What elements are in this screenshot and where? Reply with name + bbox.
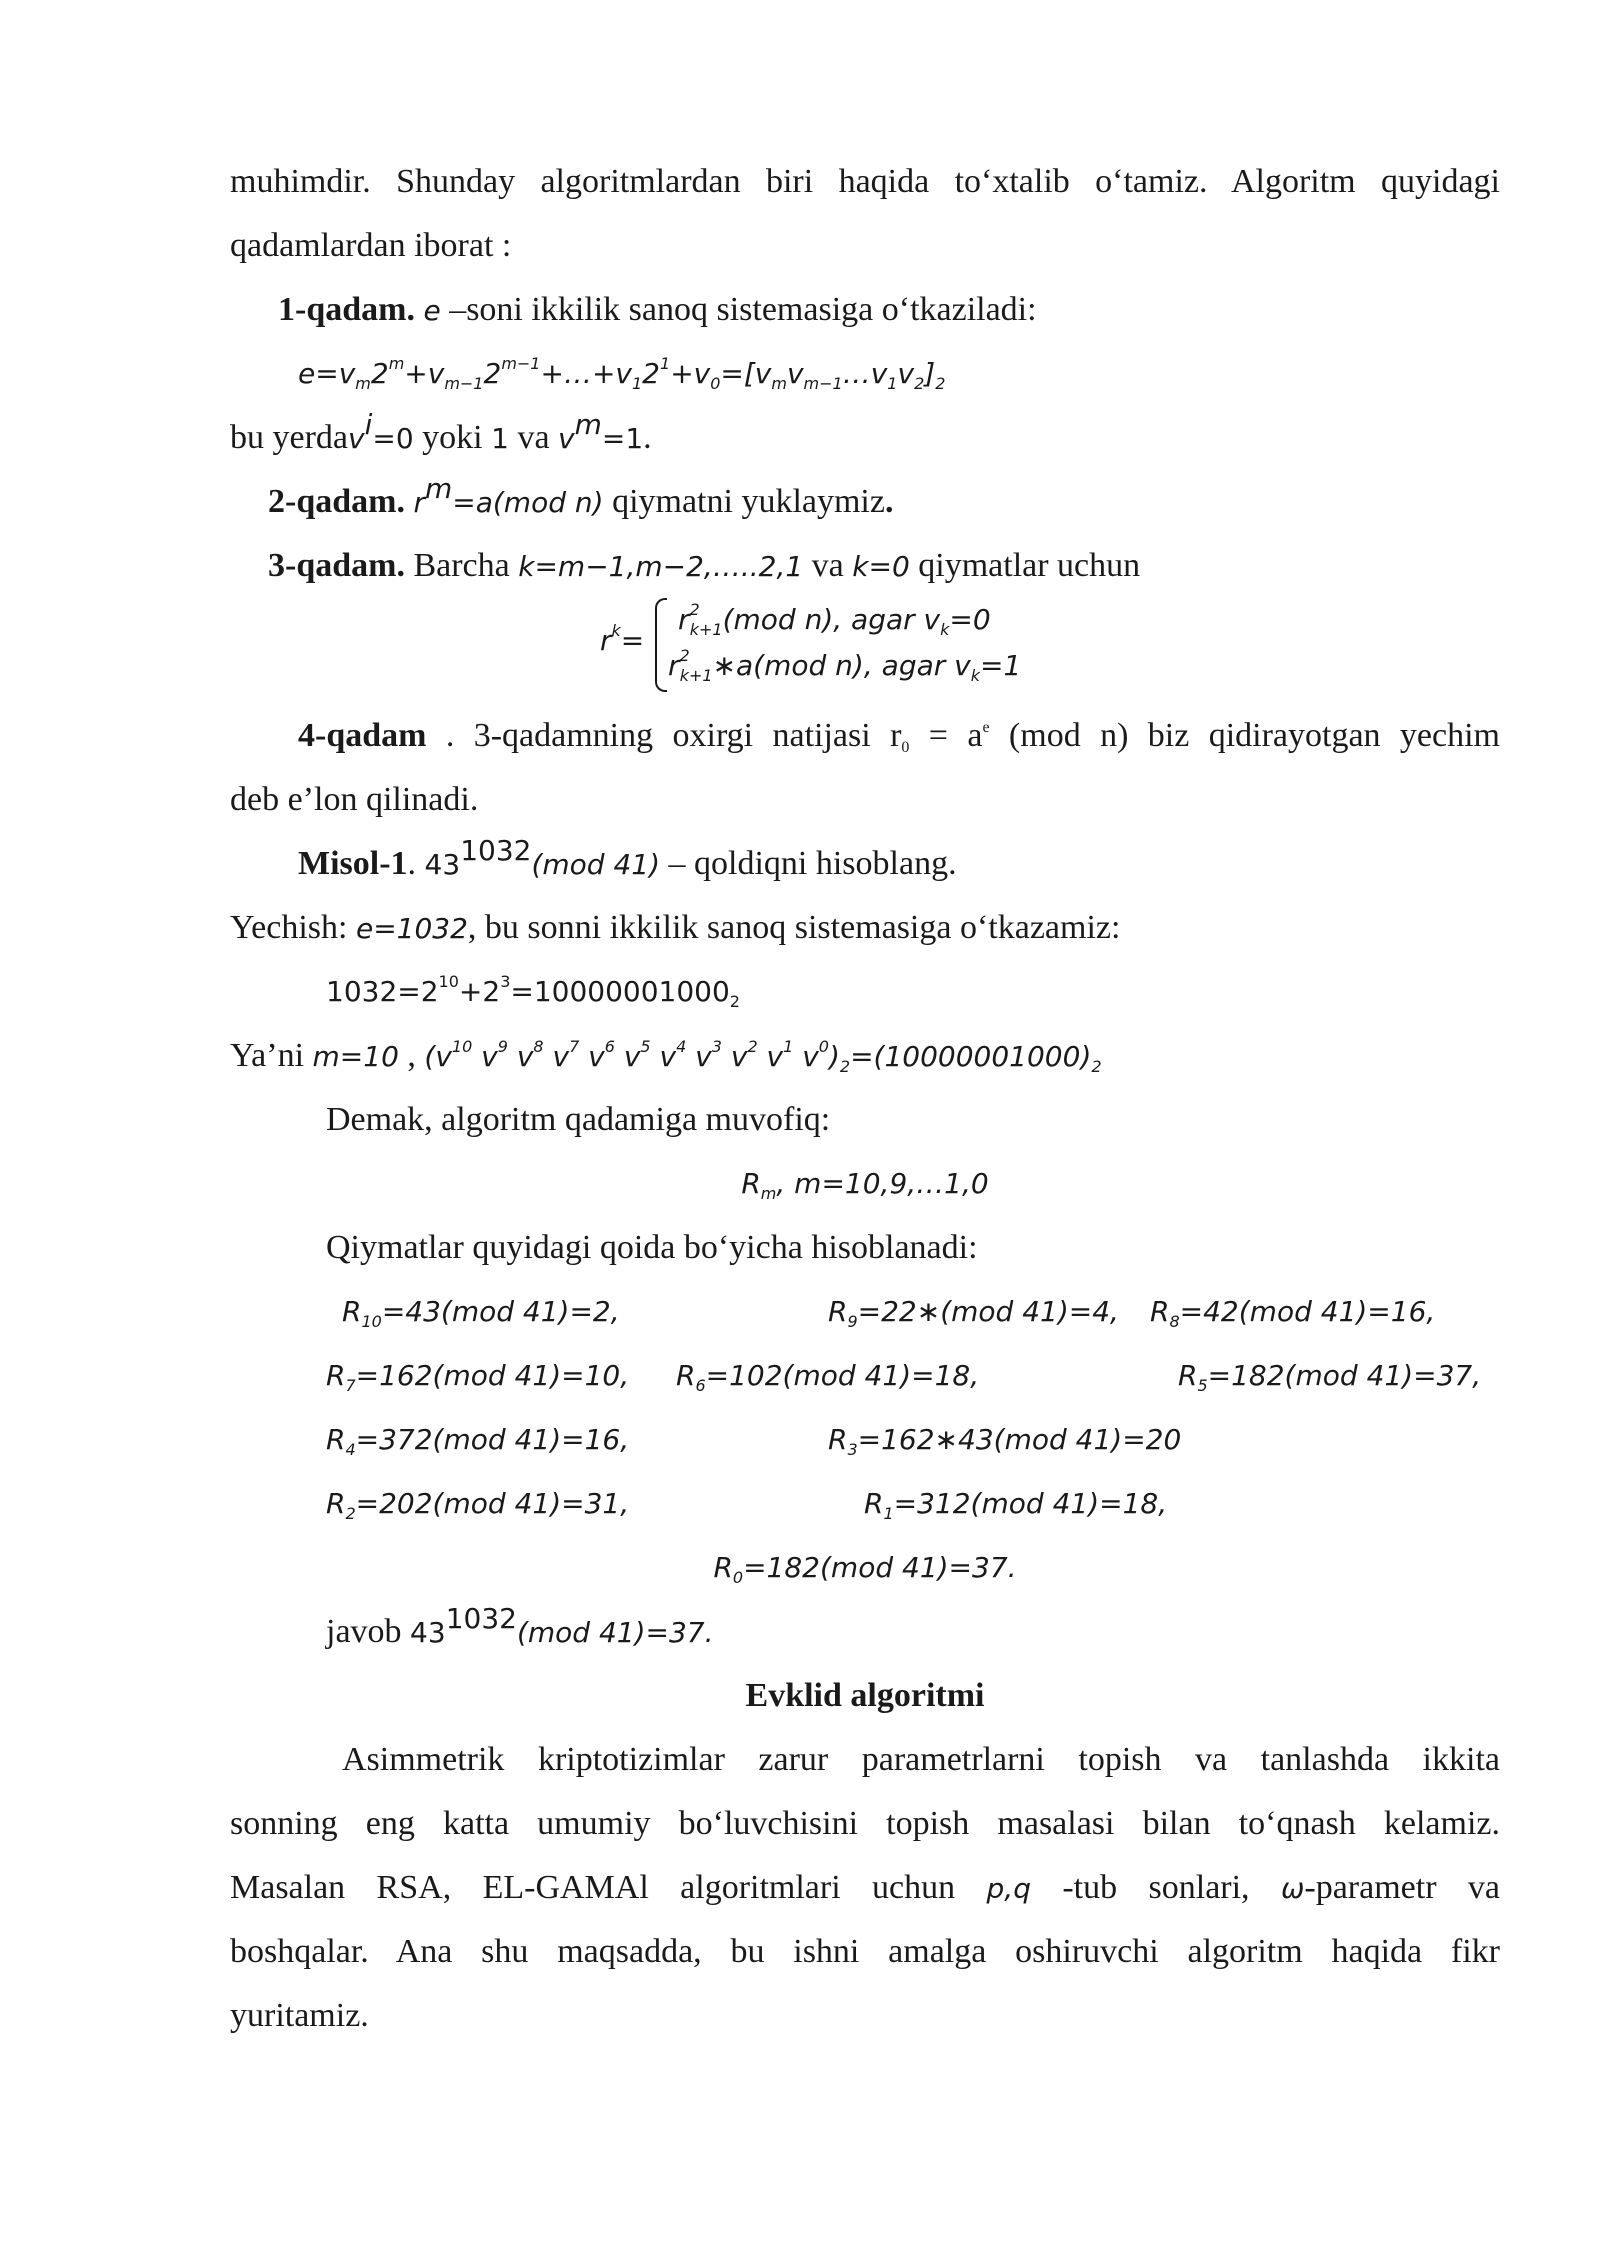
answer: javob $43^{1032}(mod$ 41)=37. bbox=[326, 1602, 714, 1650]
step-2: 2-qadam. $r^m=a(mod$ n) qiymatni yuklaymiz. bbox=[268, 472, 894, 520]
paragraph-line: yuritamiz. bbox=[230, 1997, 369, 2034]
solution-intro: Yechish: e=1032, bu sonni ikkilik sanoq sistemasiga o‘tkazamiz: bbox=[230, 909, 1121, 946]
result-r10: $R_{10}=43(mod$ 41)=2, bbox=[342, 1295, 620, 1331]
step-1 bbox=[230, 278, 1500, 342]
paragraph-line bbox=[230, 214, 1500, 278]
results-row bbox=[230, 1408, 1500, 1472]
piecewise-formula bbox=[600, 598, 1500, 698]
paragraph-line: deb e’lon qilinadi. bbox=[230, 781, 479, 818]
paragraph-line: Qiymatlar quyidagi qoida bo‘yicha hisoblanadi: bbox=[326, 1229, 978, 1266]
result-r0: $R_0=182(mod$ 41)=37. bbox=[713, 1551, 1017, 1587]
step-label: 4-qadam bbox=[298, 717, 427, 754]
step-text: –soni ikkilik sanoq sistemasiga o‘tkaziladi: bbox=[449, 291, 1037, 328]
result-r8: $R_8=42(mod$ 41)=16, bbox=[1150, 1295, 1436, 1331]
paragraph-line: Asimmetrik kriptotizimlar zarur parametrlarni topish va tanlashda ikkita bbox=[342, 1741, 1500, 1778]
paragraph-line: boshqalar. Ana shu maqsadda, bu ishni amalga oshiruvchi algoritm haqida fikr bbox=[230, 1933, 1500, 1970]
result-r2: $R_2=202(mod$ 41)=31, bbox=[326, 1487, 630, 1523]
formula-vector: Ya’ni m=10 , ($v^{10}$ $v^9$ $v^8$ $v^7$ $v^6$ $v^5$ $v^4$ $v^3$ $v^2$ $v^1$ $v^0)_2=(10000001000)_2$ bbox=[230, 1037, 1102, 1076]
results-row bbox=[230, 1344, 1500, 1408]
result-r4: $R_4=372(mod$ 41)=16, bbox=[326, 1423, 630, 1459]
step-1-note: bu yerdav$^i$=0 yoki 1 va $v^m=1$. bbox=[230, 408, 652, 456]
formula-rm: $R_m$, m=10,9,…1,0 bbox=[741, 1167, 989, 1203]
paragraph-line: Masalan RSA, EL-GAMAl algoritmlari uchun p,q -tub sonlari, ω-parametr va bbox=[230, 1869, 1500, 1906]
math-var: e bbox=[423, 294, 441, 327]
results-row bbox=[230, 1472, 1500, 1536]
result-r7: $R_7=162(mod$ 41)=10, bbox=[326, 1359, 630, 1395]
result-r1: $R_1=312(mod$ 41)=18, bbox=[864, 1487, 1168, 1523]
example-label: Misol-1 bbox=[298, 845, 408, 882]
section-heading: Evklid algoritmi bbox=[745, 1677, 985, 1714]
paragraph-line bbox=[230, 150, 1500, 214]
step-3: 3-qadam. Barcha k=m−1,m−2,…..2,1 va k=0 qiymatlar uchun bbox=[268, 547, 1141, 584]
formula-binary: $1032=2^{10}+2^3=10000001000_2$ bbox=[326, 972, 740, 1011]
paragraph-line: Demak, algoritm qadamiga muvofiq: bbox=[326, 1101, 831, 1138]
results-row bbox=[230, 1280, 1500, 1344]
step-label: 3-qadam. bbox=[268, 547, 405, 584]
piecewise-lhs: $r^k=$ bbox=[600, 621, 645, 657]
result-r3: $R_3=162∗43(mod$ 41)=20 bbox=[828, 1423, 1182, 1459]
step-label: 1-qadam. bbox=[278, 291, 415, 328]
left-brace bbox=[655, 598, 667, 692]
step-4: 4-qadam . 3-qadamning oxirgi natijasi $r_0 = a^e$ (mod n) biz qidirayotgan yechim bbox=[298, 717, 1500, 756]
result-r5: $R_5=182(mod$ 41)=37, bbox=[1178, 1359, 1482, 1395]
example: Misol-1. $43^{1032}(mod$ 41) – qoldiqni hisoblang. bbox=[298, 834, 957, 882]
paragraph-line: sonning eng katta umumiy bo‘luvchisini topish masalasi bilan to‘qnash kelamiz. bbox=[230, 1805, 1500, 1842]
text: muhimdir. Shunday algoritmlardan biri haqida to‘xtalib o‘tamiz. Algoritm quyidagi bbox=[230, 163, 1500, 200]
text: qadamlardan iborat : bbox=[230, 227, 512, 264]
result-r6: $R_6=102(mod$ 41)=18, bbox=[676, 1359, 980, 1395]
step-label: 2-qadam. bbox=[268, 483, 405, 520]
case-row-1: $r^2_{k+1}(mod$ n), agar $v_k=0$ bbox=[678, 600, 991, 639]
formula-binary-expansion: $e=v_m2^m+v_{m-1}2^{m-1}+\dots+v_12^1+v_0=[v_mv_{m-1}\dots v_1v_2]_2$ bbox=[298, 354, 946, 393]
case-row-2: $r^2_{k+1}∗a(mod$ n), agar $v_k=1$ bbox=[668, 646, 1022, 685]
result-r9: $R_9=22∗(mod$ 41)=4, bbox=[828, 1295, 1119, 1331]
